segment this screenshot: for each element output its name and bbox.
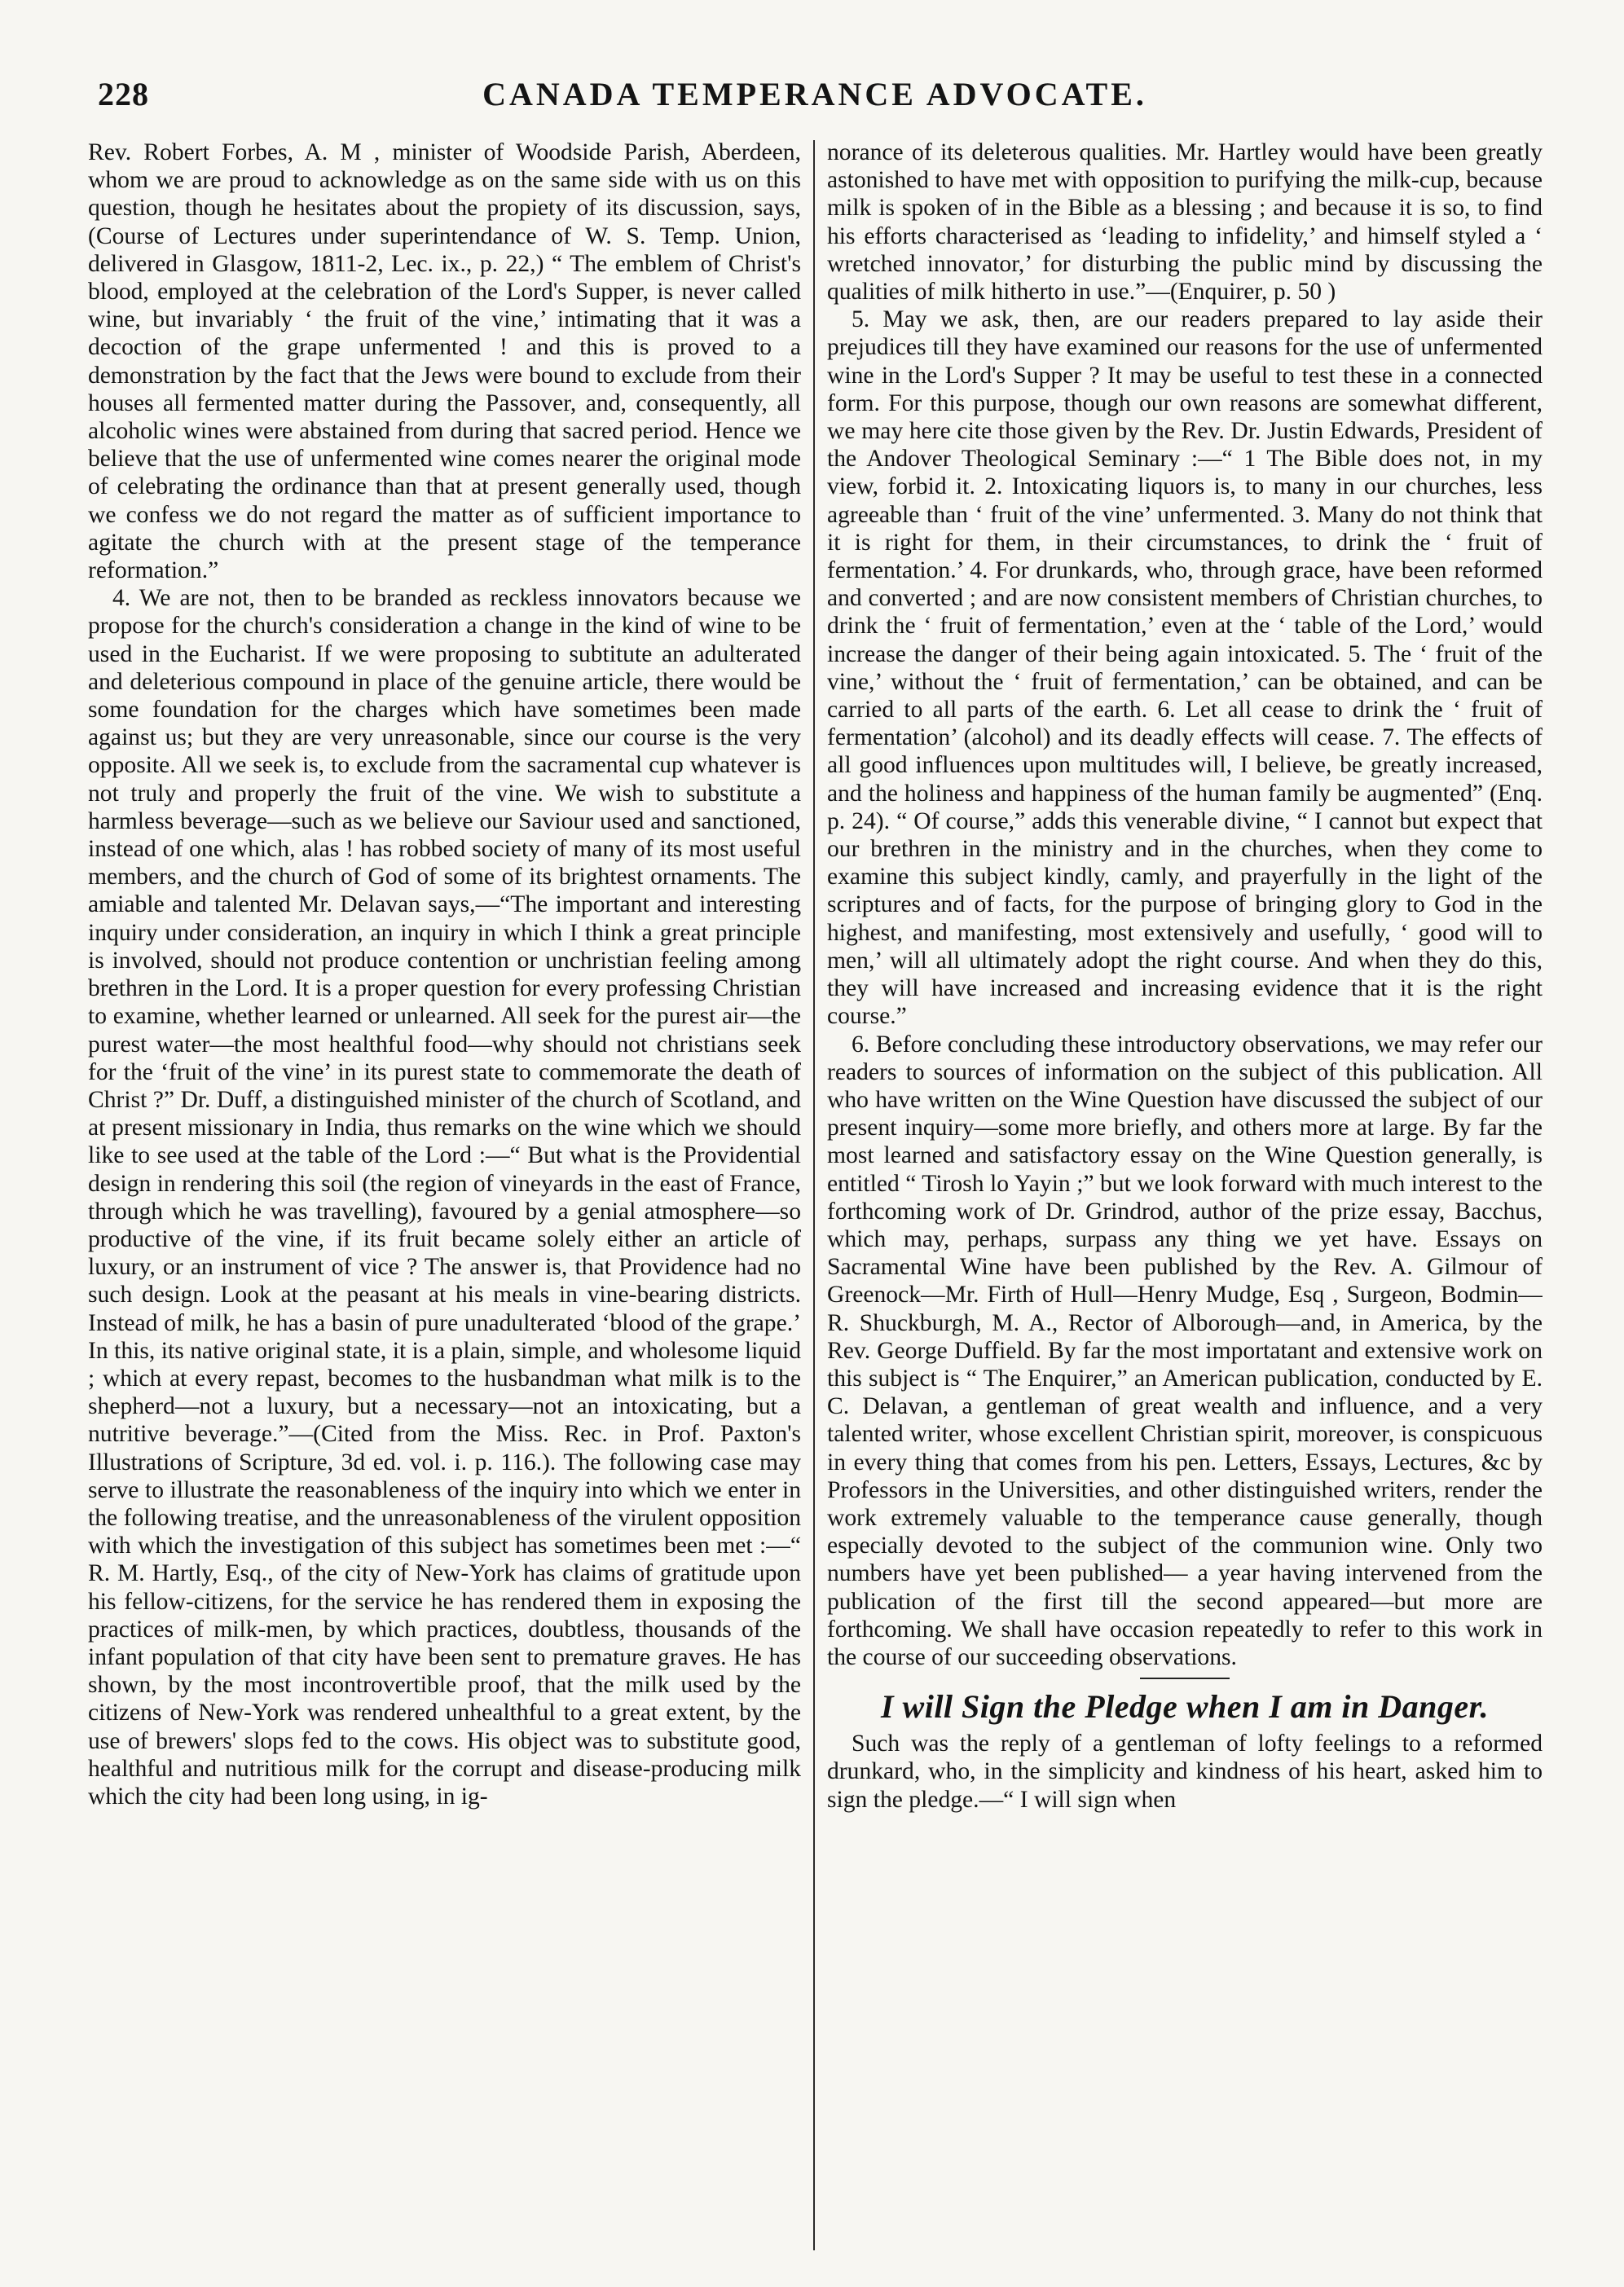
paragraph-6: 6. Before concluding these introductory observations, we may refer our readers to sources of information on the subject of this publication. All who have written on the Wine Question have discussed the subject of our present inquiry—some more briefly, and others more at large. By far the most learned and satisfactory essay on the Wine Question generally, is entitled “ Tirosh lo Yayin ;” but we look forward with much interest to the forthcoming work of Dr. Grindrod, author of the prize essay, Bacchus, which may, perhaps, surpass any thing we yet have. Essays on Sacramental Wine have been published by the Rev. A. Gilmour of Greenock—Mr. Firth of Hull—Henry Mudge, Esq , Surgeon, Bodmin—R. Shuckburgh, M. A., Rector of Alborough—and, in America, by the Rev. George Duffield. By far the most importatant and extensive work on this subject is “ The Enquirer,” an American publication, conducted by E. C. Delavan, a gentleman of great wealth and influence, and a very talented writer, whose excellent Christian spirit, moreover, is conspicuous in every thing that comes from his pen. Letters, Essays, Lectures, &c by Professors in the Universities, and other distinguished writers, render the work extremely valuable to the temperance cause generally, though especially devoted to the subject of the communion wine. Only two numbers have yet been published— a year having intervened from the publication of the first till the second appeared—but more are forthcoming. We shall have occasion repeatedly to refer to this work in the course of our succeeding observations. (827, 1031, 1543, 1670)
column-divider (813, 140, 815, 2250)
article-heading: I will Sign the Pledge when I am in Danger. (880, 1688, 1490, 1726)
right-column (827, 139, 1543, 2257)
page-header (98, 75, 1532, 124)
running-title: CANADA TEMPERANCE ADVOCATE. (482, 76, 1147, 112)
page-number: 228 (98, 76, 149, 112)
left-column (88, 139, 801, 2257)
paragraph-5: 5. May we ask, then, are our readers prepared to lay aside their prejudices till they have examined our reasons for the use of unfermented wine in the Lord's Supper ? It may be useful to test these in a connected form. For this purpose, though our own reasons are somewhat different, we may here cite those given by the Rev. Dr. Justin Edwards, President of the Andover Theological Seminary :—“ 1 The Bible does not, in my view, forbid it. 2. Intoxicating liquors is, to many in our churches, less agreeable than ‘ fruit of the vine’ unfermented. 3. Many do not think that it is right for them, in their circumstances, to drink the ‘ fruit of fermentation.’ 4. For drunkards, who, through grace, have been reformed and converted ; and are now consistent members of Christian churches, to drink the ‘ fruit of fermentation,’ even at the ‘ table of the Lord,’ would increase the danger of their being again intoxicated. 5. The ‘ fruit of the vine,’ without the ‘ fruit of fermentation,’ can be obtained, and can be carried to all parts of the earth. 6. Let all cease to drink the ‘ fruit of fermentation’ (alcohol) and its deadly effects will cease. 7. The effects of all good influences upon multitudes will, I believe, be greatly increased, and the holiness and happiness of the human family be augmented” (Enq. p. 24). “ Of course,” adds this venerable divine, “ I cannot but expect that our brethren in the ministry and in the churches, when they come to examine this subject kindly, camly, and prayerfully in the light of the scriptures and of facts, for the purpose of bringing glory to God in the highest, and manifesting, most extensively and usefully, ‘ good will to men,’ will all ultimately adopt the right course. And when they do this, they will have increased and increasing evidence that it is the right course.” (827, 306, 1543, 1030)
section-rule (1140, 1678, 1230, 1679)
article-opening-paragraph: Such was the reply of a gentleman of lofty feelings to a reformed drunkard, who, in the simplicity and kindness of his heart, asked him to sign the pledge.—“ I will sign when (827, 1731, 1543, 1813)
paragraph-continuation: norance of its deleterous qualities. Mr. Hartley would have been greatly astonished to have met with opposition to purifying the milk-cup, because milk is spoken of in the Bible as a blessing ; and because it is so, to find his efforts characterised as ‘leading to infidelity,’ and himself styled a ‘ wretched innovator,’ for disturbing the public mind by discussing the qualities of milk hitherto in use.”—(Enquirer, p. 50 ) (827, 139, 1543, 306)
paragraph-4: 4. We are not, then to be branded as reckless innovators because we propose for the church's consideration a change in the kind of wine to be used in the Eucharist. If we were proposing to subtitute an adulterated and deleterious compound in place of the genuine article, there would be some foundation for the charges which have sometimes been made against us; but they are very unreasonable, since our course is the very opposite. All we seek is, to exclude from the sacramental cup whatever is not truly and properly the fruit of the vine. We wish to substitute a harmless beverage—such as we believe our Saviour used and sanctioned, instead of one which, alas ! has robbed society of many of its most useful members, and the church of God of some of its brightest ornaments. The amiable and talented Mr. Delavan says,—“The important and interesting inquiry under consideration, an inquiry in which I think a great principle is involved, should not produce contention or unchristian feeling among brethren in the Lord. It is a proper question for every professing Christian to examine, whether learned or unlearned. All seek for the purest air—the purest water—the most healthful food—why should not christians seek for the ‘fruit of the vine’ in its purest state to commemorate the death of Christ ?” Dr. Duff, a distinguished minister of the church of Scotland, and at present missionary in India, thus remarks on the wine which we should like to see used at the table of the Lord :—“ But what is the Providential design in rendering this soil (the region of vineyards in the east of France, through which he was travelling), favoured by a genial atmosphere—so productive of the vine, if its fruit became solely either an article of luxury, or an instrument of vice ? The answer is, that Providence had no such design. Look at the peasant at his meals in vine-bearing districts. Instead of milk, he has a basin of pure unadulterated ‘blood of the grape.’ In this, its native original state, it is a plain, simple, and wholesome liquid ; which at every repast, becomes to the husbandman what milk is to the shepherd—not a luxury, but a necessary—not an intoxicating, but a nutritive beverage.”—(Cited from the Miss. Rec. in Prof. Paxton's Illustrations of Scripture, 3d ed. vol. i. p. 116.). The following case may serve to illustrate the reasonableness of the inquiry into which we enter in the following treatise, and the unreasonableness of the virulent opposition with which the investigation of this subject has sometimes been met :—“ R. M. Hartly, Esq., of the city of New-York has claims of gratitude upon his fellow-citizens, for the service he has rendered them in exposing the practices of milk-men, by which practices, doubtless, thousands of the infant population of that city have been sent to premature graves. He has shown, by the most incontrovertible proof, that the milk used by the citizens of New-York was rendered unhealthful to a great extent, by the use of brewers' slops fed to the cows. His object was to substitute good, healthful and nutritious milk for the corrupt and disease-producing milk which the city had been long using, in ig- (88, 585, 801, 1810)
paragraph-forbes-quote: Rev. Robert Forbes, A. M , minister of Woodside Parish, Aberdeen, whom we are proud to acknowledge as on the same side with us on this question, though he hesitates about the propiety of its discussion, says, (Course of Lectures under superintendance of W. S. Temp. Union, delivered in Glasgow, 1811-2, Lec. ix., p. 22,) “ The emblem of Christ's blood, employed at the celebration of the Lord's Supper, is never called wine, but invariably ‘ the fruit of the vine,’ intimating that it was a decoction of the grape unfermented ! and this is proved to a demonstration by the fact that the Jews were bound to exclude from their houses all fermented matter during the Passover, and, consequently, all alcoholic wines were abstained from during that sacred period. Hence we believe that the use of unfermented wine comes nearer the original mode of celebrating the ordinance than that at present generally used, though we confess we do not regard the matter as of sufficient importance to agitate the church with at the present stage of the temperance reformation.” (88, 139, 801, 584)
